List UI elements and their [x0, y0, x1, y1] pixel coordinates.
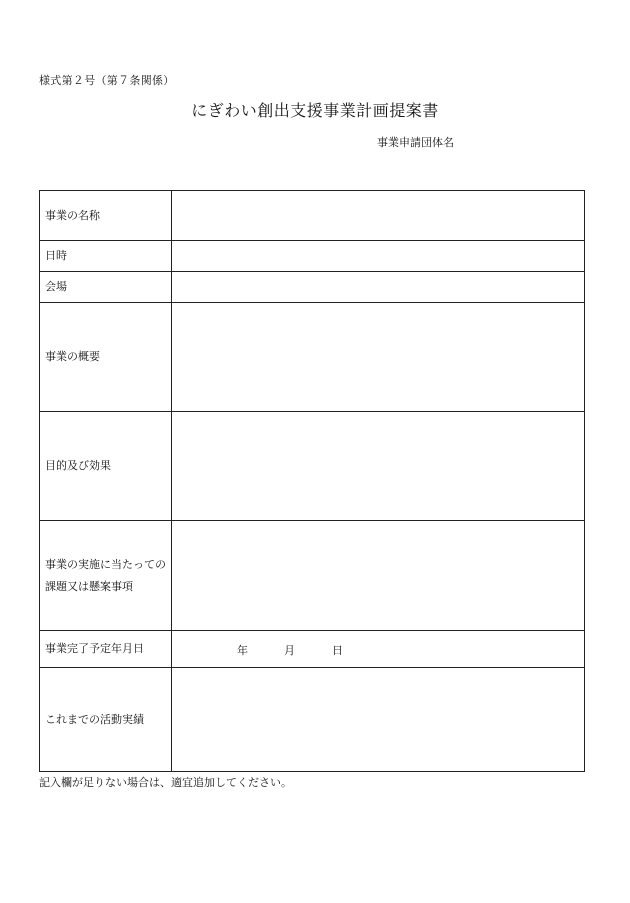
- form-number: 様式第２号（第７条関係）: [39, 74, 175, 87]
- row-label-purpose-effects: 目的及び効果: [40, 412, 172, 521]
- row-label-project-overview: 事業の概要: [40, 303, 172, 412]
- datetime-field[interactable]: [172, 241, 585, 272]
- proposal-form-table: [39, 190, 585, 772]
- row-label-issues-concerns: 事業の実施に当たっての課題又は懸案事項: [40, 521, 172, 631]
- applicant-organization-label: 事業申請団体名: [377, 136, 454, 149]
- venue-field[interactable]: [172, 272, 585, 303]
- row-label-venue: 会場: [40, 272, 172, 303]
- activity-record-field[interactable]: [172, 668, 585, 772]
- row-label-datetime: 日時: [40, 241, 172, 272]
- table-row: [40, 412, 585, 521]
- row-label-completion-date: 事業完了予定年月日: [40, 631, 172, 668]
- completion-date-inputs: [172, 631, 584, 667]
- footer-note: 記入欄が足りない場合は、適宜追加してください。: [39, 776, 292, 789]
- table-row: [40, 272, 585, 303]
- purpose-effects-field[interactable]: [172, 412, 585, 521]
- table-row: [40, 303, 585, 412]
- completion-date-field[interactable]: [172, 631, 585, 668]
- month-unit-label: 月: [284, 644, 295, 657]
- table-row: [40, 668, 585, 772]
- table-row: [40, 521, 585, 631]
- day-unit-label: 日: [332, 644, 343, 657]
- table-row: [40, 631, 585, 668]
- row-label-activity-record: これまでの活動実績: [40, 668, 172, 772]
- document-title: にぎわい創出支援事業計画提案書: [191, 101, 439, 120]
- table-row: [40, 241, 585, 272]
- project-overview-field[interactable]: [172, 303, 585, 412]
- row-label-project-name: 事業の名称: [40, 191, 172, 241]
- issues-concerns-field[interactable]: [172, 521, 585, 631]
- project-name-field[interactable]: [172, 191, 585, 241]
- year-unit-label: 年: [237, 644, 248, 657]
- table-row: [40, 191, 585, 241]
